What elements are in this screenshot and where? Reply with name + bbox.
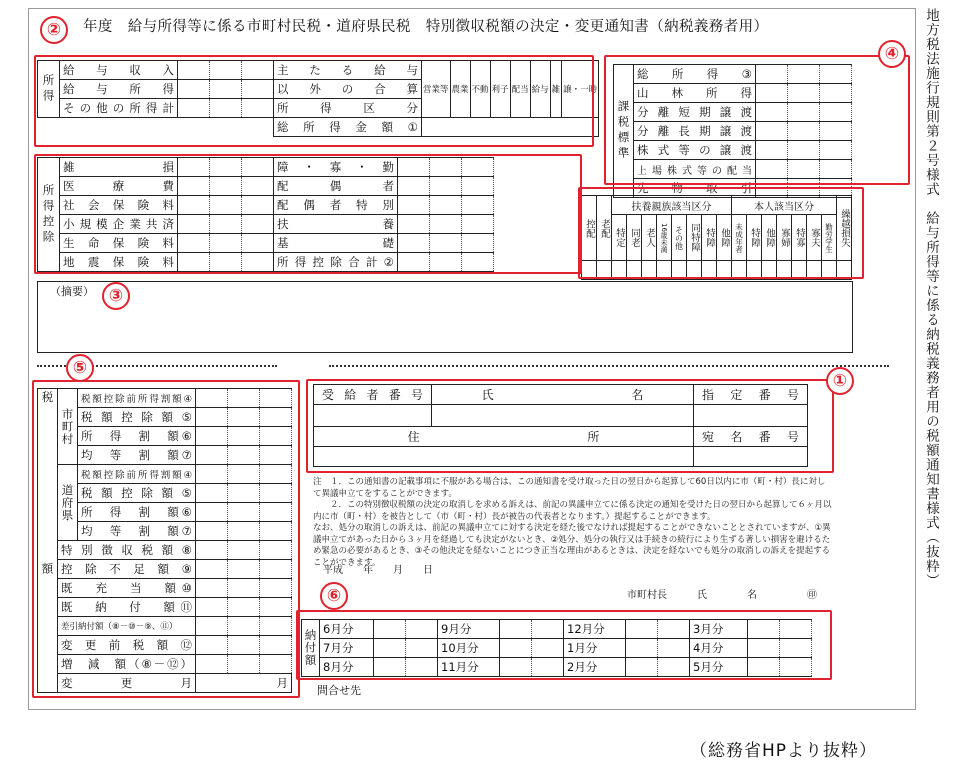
- city-row: 均 等 割 額⑦: [78, 446, 196, 465]
- installment-month: 7月分: [320, 639, 374, 658]
- recipient-name-label-1: 氏: [481, 388, 494, 402]
- city-label: 市町村: [58, 389, 78, 465]
- deduction-right-row: 障・寡・勤: [274, 158, 398, 177]
- pref-row: 税額控除額⑤: [78, 484, 196, 503]
- honnin-col: 勤労学生: [822, 215, 837, 261]
- tax-row: 既 納 付 額⑪: [58, 598, 196, 617]
- badge-5: ⑤: [66, 354, 94, 382]
- pref-row: 税額控除前所得割額④: [78, 465, 196, 484]
- fuyou-col: 同特障: [687, 215, 702, 261]
- deduction-right-row: 扶 養: [274, 215, 398, 234]
- income-row: その他の所得計: [60, 99, 178, 118]
- change-month-unit: 月: [196, 674, 292, 693]
- income-row: 給 与 所 得: [60, 80, 178, 99]
- col-rouhai: 老配: [597, 196, 612, 261]
- fuyou-col: 16歳未満: [657, 215, 672, 261]
- fuyou-col: 特障: [702, 215, 717, 261]
- col-kurikoshi: 繰越損失: [837, 196, 852, 261]
- col-zatsu: 雑: [550, 61, 562, 118]
- pref-label: 道府県: [58, 465, 78, 541]
- installment-month: 1月分: [564, 639, 626, 658]
- installment-month: 9月分: [438, 620, 500, 639]
- deduction-left-row: 社会保険料: [60, 196, 178, 215]
- honnin-col: 寡夫: [807, 215, 822, 261]
- tax-standard-row: 株式等の譲渡: [634, 141, 756, 160]
- tax-standard-row: 総 所 得 ③: [634, 65, 756, 84]
- address-label-1: 住: [407, 430, 420, 444]
- highlight-box-3a: [34, 154, 582, 274]
- highlight-box-4: [604, 55, 910, 185]
- city-row: 税額控除前所得割額④: [78, 389, 196, 408]
- income-row: 給 与 収 入: [60, 61, 178, 80]
- memo-box: [37, 281, 853, 353]
- installment-month: 5月分: [690, 658, 748, 677]
- honnin-col: 他障: [762, 215, 777, 261]
- deduction-right-row: 基 礎: [274, 234, 398, 253]
- col-eigyo: 営業等: [422, 61, 451, 118]
- deduction-left-row: 医 療 費: [60, 177, 178, 196]
- recipient-number-label: 受給者番号: [314, 385, 432, 405]
- recipient-name-label-2: 名: [631, 388, 644, 402]
- change-month-label: 変 更 月: [58, 674, 196, 693]
- address-label-2: 所: [587, 430, 600, 444]
- notice-text: [313, 477, 833, 569]
- installment-month: 11月分: [438, 658, 500, 677]
- highlight-box-2: [34, 55, 594, 147]
- tax-standard-row: 分離短期譲渡: [634, 103, 756, 122]
- deduction-group-label: 所得控除: [38, 158, 60, 272]
- col-joto: 譲・一時: [562, 61, 599, 118]
- fuyou-col: 同老: [627, 215, 642, 261]
- tax-standard-label: 課税標準: [614, 65, 634, 198]
- tax-row: 差引納付額（⑧－⑩－⑨、⑪）: [58, 617, 196, 636]
- highlight-box-6: [296, 610, 832, 680]
- honnin-header: 本人該当区分: [732, 196, 837, 215]
- pref-row: 所 得 割 額⑥: [78, 503, 196, 522]
- highlight-box-5: [32, 380, 300, 698]
- deduction-left-row: 小規模企業共済: [60, 215, 178, 234]
- tax-standard-row: 山 林 所 得: [634, 84, 756, 103]
- badge-2: ②: [40, 16, 68, 44]
- form-title: 年度 給与所得等に係る市町村民税・道府県民税 特別徴収税額の決定・変更通知書（納税義務者用）: [83, 19, 769, 35]
- tax-standard-row: 先 物 取 引: [634, 179, 756, 198]
- badge-6: ⑥: [320, 582, 348, 610]
- badge-1: ①: [826, 367, 854, 395]
- memo-label: （摘要）: [50, 285, 94, 298]
- income-main-label: 主 た る 給 与: [274, 61, 422, 80]
- side-title: 地方税法施行規則第２号様式 給与所得等に係る納税義務者用の税額通知書様式（抜粋）: [923, 8, 939, 588]
- tax-group-label: 税額: [38, 389, 58, 693]
- highlight-box-1: [306, 379, 834, 473]
- notice-line: 注 １．この通知書の記載事項に不服がある場合は、この通知書を受け取った日の翌日から起算して60日以内に市（町・村）長に対して異議申立てをすることができます。: [313, 477, 826, 499]
- contact-label: 問合せ先: [317, 684, 361, 697]
- honnin-col: 特障: [747, 215, 762, 261]
- income-main-label: 以 外 の 合 算: [274, 80, 422, 99]
- tax-standard-row: 上場株式等の配当: [634, 160, 756, 179]
- col-nogyo: 農業: [450, 61, 470, 118]
- tax-standard-row: 分離長期譲渡: [634, 122, 756, 141]
- honnin-col: 特寡: [792, 215, 807, 261]
- highlight-box-3b: [578, 187, 864, 279]
- col-kohai: 控配: [582, 196, 597, 261]
- mayor-line: 市町村長 氏 名 ㊞: [627, 590, 817, 601]
- col-haito: 配当: [510, 61, 530, 118]
- deduction-left-row: 地震保険料: [60, 253, 178, 272]
- tax-row: 増 減 額（⑧－⑫）: [58, 655, 196, 674]
- notice-line: なお、処分の取消しの訴えは、前記の異議申立てに対する決定を経た後でなければ提起することができないこととされていますが、①異議申立てがあった日から３ヶ月を経過しても決定がないとき、②処分、処分の執行又は手続きの続行により生ずる著しい損害を避けるため緊急の必要があるとき、③その他決定を経ないことにつき正当な理由があるときは、決定を経ないでも処分の取消しの訴えを提起することができます。: [313, 523, 831, 568]
- installment-month: 6月分: [320, 620, 374, 639]
- income-group-label: 所得: [38, 61, 60, 118]
- installment-month: 2月分: [564, 658, 626, 677]
- installment-month: 10月分: [438, 639, 500, 658]
- col-kyuyo: 給与: [530, 61, 550, 118]
- col-rishi: 利子: [490, 61, 510, 118]
- installment-label: 納付額: [302, 620, 320, 677]
- deduction-right-row: 配偶者特別: [274, 196, 398, 215]
- honnin-col: 未成年者: [732, 215, 747, 261]
- installment-month: 8月分: [320, 658, 374, 677]
- deduction-left-row: 生命保険料: [60, 234, 178, 253]
- installment-month: 3月分: [690, 620, 748, 639]
- badge-4: ④: [878, 40, 906, 68]
- city-row: 所 得 割 額⑥: [78, 427, 196, 446]
- addressee-number-label: 宛名番号: [694, 427, 808, 447]
- income-total-label: 総所得金額①: [274, 118, 422, 137]
- fuyou-col: 他障: [717, 215, 732, 261]
- fuyou-header: 扶養親族該当区分: [612, 196, 732, 215]
- notice-line: ２．この特別徴収税額の決定の取消しを求める訴えは、前記の異議申立てに係る決定の通知を受けた日の翌日から起算して６ヶ月以内に市（町・村）を被告として（市（町・村）長が被告の代表者となります。）提起することができます。: [313, 500, 832, 522]
- source-caption: （総務省HPより抜粋）: [690, 741, 878, 761]
- deduction-right-row: 配 偶 者: [274, 177, 398, 196]
- city-row: 税額控除額⑤: [78, 408, 196, 427]
- installment-month: 4月分: [690, 639, 748, 658]
- fuyou-col: その他: [672, 215, 687, 261]
- designated-number-label: 指定番号: [694, 385, 808, 405]
- installment-month: 12月分: [564, 620, 626, 639]
- date-line: 平成 年 月 日: [323, 565, 433, 576]
- col-fudo: 不動: [470, 61, 490, 118]
- tax-row: 控除不足額⑨: [58, 560, 196, 579]
- honnin-col: 寡婦: [777, 215, 792, 261]
- tax-row: 既 充 当 額⑩: [58, 579, 196, 598]
- deduction-left-row: 雑 損: [60, 158, 178, 177]
- income-main-label: 所 得 区 分: [274, 99, 422, 118]
- tax-row: 変更前税額⑫: [58, 636, 196, 655]
- fuyou-col: 特定: [612, 215, 627, 261]
- pref-row: 均 等 割 額⑦: [78, 522, 196, 541]
- deduction-right-row: 所得控除合計②: [274, 253, 398, 272]
- badge-3: ③: [102, 282, 130, 310]
- fuyou-col: 老人: [642, 215, 657, 261]
- tax-row: 特別徴収税額⑧: [58, 541, 196, 560]
